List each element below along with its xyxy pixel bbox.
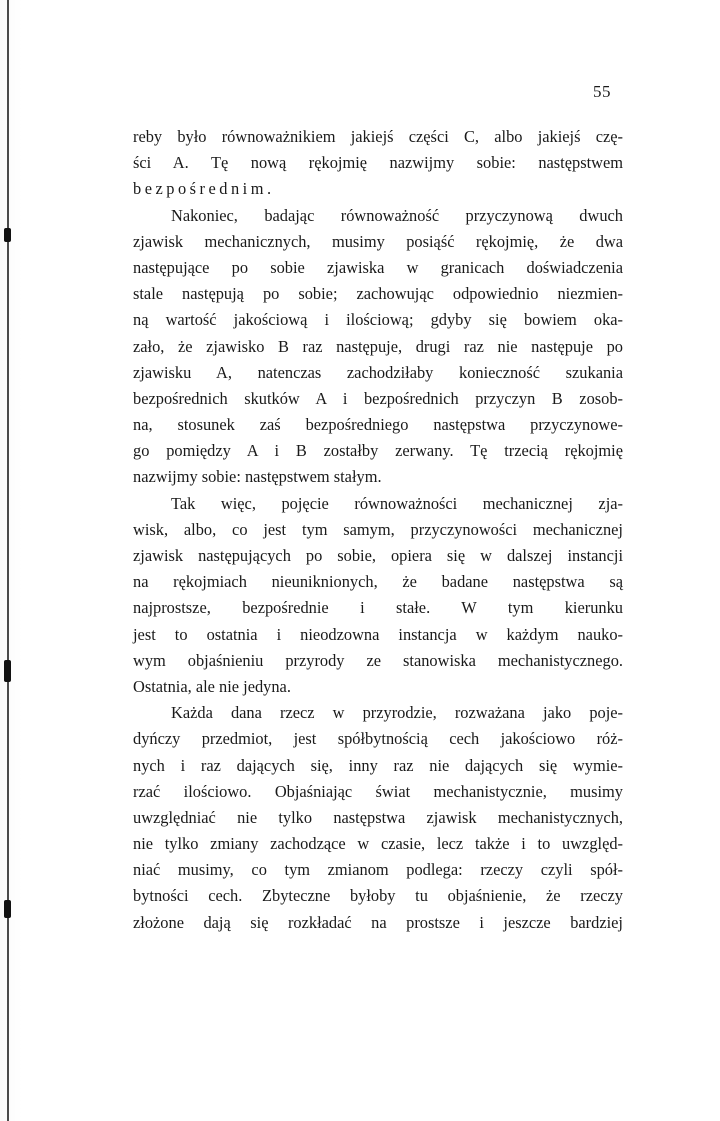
text-line: zało, że zjawisko B raz następuje, drugi raz nie następuje po [133, 336, 623, 356]
text-line: następujące po sobie zjawiska w granicach doświadczenia [133, 257, 623, 277]
text-line: bytności cech. Zbyteczne byłoby tu objaśnienie, że rzeczy [133, 886, 623, 906]
text-line: wym objaśnieniu przyrody ze stanowiska mechanistycznego. [133, 650, 623, 670]
page-number: 55 [593, 82, 611, 101]
paragraph-start: Tak więc, pojęcie równoważności mechanicznej zja- [171, 493, 623, 513]
binding-edge [7, 0, 9, 1121]
paragraph-start: Nakoniec, badając równoważność przyczynową dwuch [171, 205, 623, 225]
body-text [133, 124, 623, 936]
text-line: nych i raz dających się, inny raz nie dających się wymie- [133, 755, 623, 775]
text-line: stale następują po sobie; zachowując odpowiednio niezmien- [133, 284, 623, 304]
text-line: na rękojmiach nieuniknionych, że badane następstwa są [133, 572, 623, 592]
text-line: na, stosunek zaś bezpośredniego następstwa przyczynowe- [133, 415, 623, 435]
text-line: ści A. Tę nową rękojmię nazwijmy sobie: następstwem [133, 153, 623, 173]
text-line: ną wartość jakościową i ilościową; gdyby się bowiem oka- [133, 310, 623, 330]
binding-mark [4, 228, 11, 242]
book-gutter [0, 0, 22, 1121]
text-line: Ostatnia, ale nie jedyna. [133, 676, 291, 696]
text-line: nazwijmy sobie: następstwem stałym. [133, 467, 382, 487]
text-line: niać musimy, co tym zmianom podlega: rzeczy czyli spół- [133, 860, 623, 880]
text-line: zjawisku A, natenczas zachodziłaby konieczność szukania [133, 362, 623, 382]
paragraph-start: Każda dana rzecz w przyrodzie, rozważana jako poje- [171, 703, 623, 723]
text-line: bezpośrednich skutków A i bezpośrednich przyczyn B zosob- [133, 388, 623, 408]
text-line: nie tylko zmiany zachodzące w czasie, lecz także i to uwzględ- [133, 834, 623, 854]
text-line: wisk, albo, co jest tym samym, przyczynowości mechanicznej [133, 519, 623, 539]
text-line: uwzględniać nie tylko następstwa zjawisk mechanistycznych, [133, 807, 623, 827]
binding-mark [4, 900, 11, 918]
text-line: bezpośrednim. [133, 179, 275, 199]
text-line: rzać ilościowo. Objaśniając świat mechanistycznie, musimy [133, 781, 623, 801]
text-line: zjawisk następujących po sobie, opiera się w dalszej instancji [133, 546, 623, 565]
binding-mark [4, 660, 11, 682]
text-line: go pomiędzy A i B zostałby zerwany. Tę trzecią rękojmię [133, 441, 623, 461]
text-line: dyńczy przedmiot, jest spółbytnością cech jakościowo róż- [133, 729, 623, 749]
text-line: jest to ostatnia i nieodzowna instancja w każdym nauko- [133, 624, 623, 644]
text-line: najprostsze, bezpośrednie i stałe. W tym kierunku [133, 598, 623, 618]
text-line: złożone dają się rozkładać na prostsze i jeszcze bardziej [133, 912, 623, 932]
text-line: zjawisk mechanicznych, musimy posiąść rękojmię, że dwa [133, 231, 623, 251]
text-line: reby było równoważnikiem jakiejś części C, albo jakiejś czę- [133, 127, 623, 146]
